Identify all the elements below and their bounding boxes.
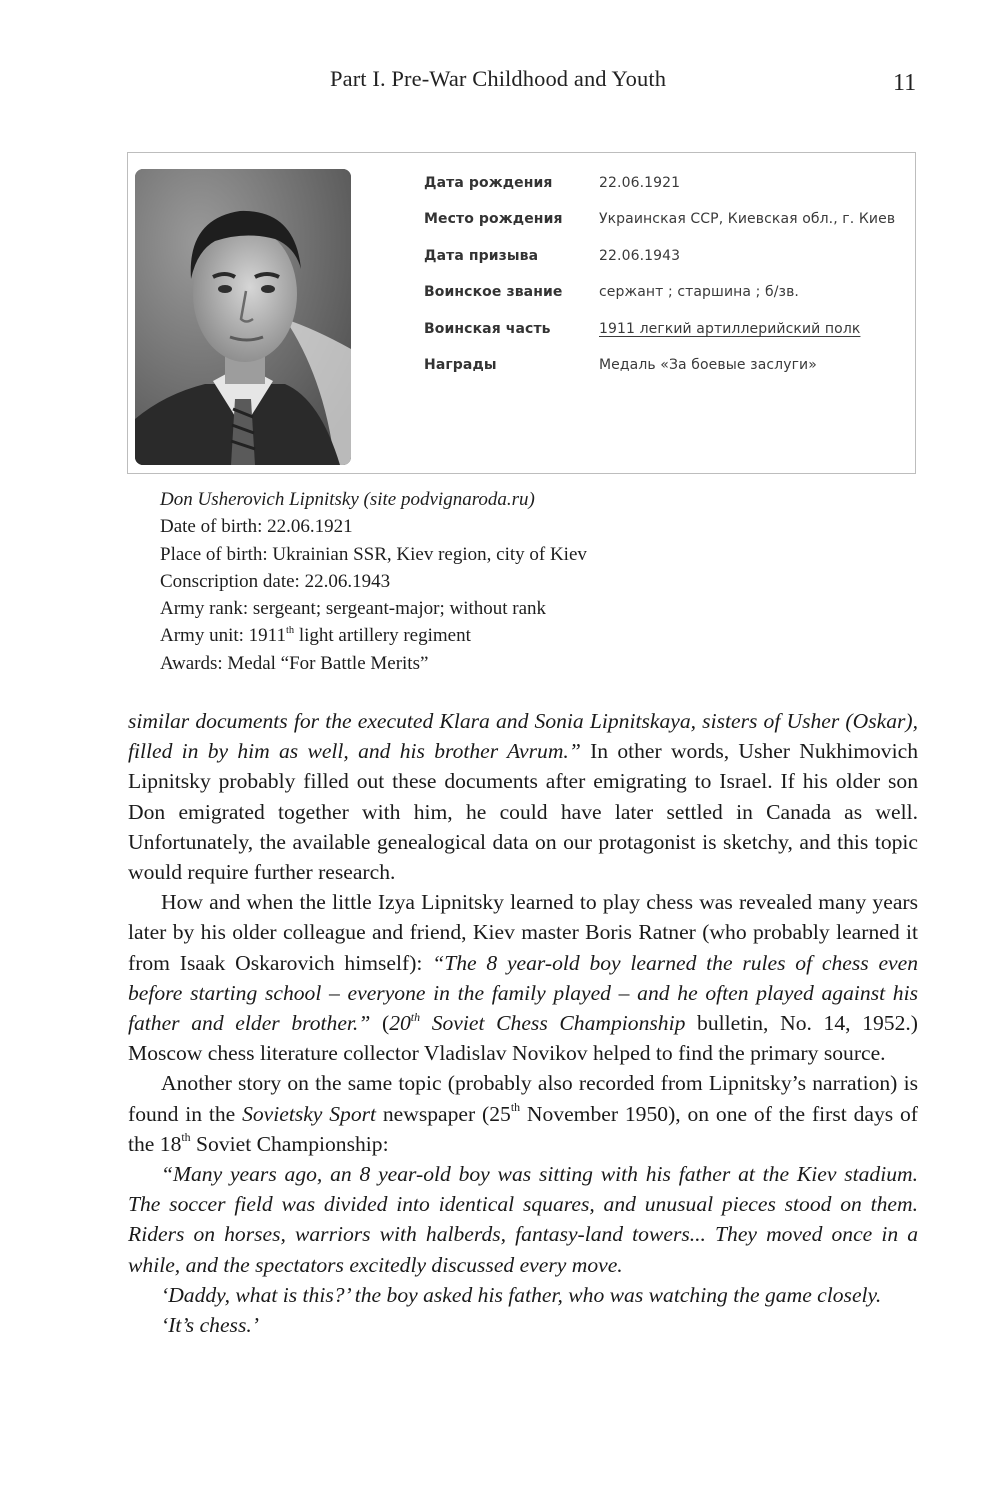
text-run: How and when the little Izya Lipnitsky learned to play chess was revealed many years later by his older colleague and friend, Kiev master Boris Ratner (who probably learned it from Isaak Oskarovich himself): (128, 890, 918, 975)
photo-caption (160, 486, 920, 677)
ordinal-suffix: th (181, 1130, 191, 1145)
running-head: Part I. Pre-War Childhood and Youth (330, 66, 667, 91)
italic-quote: “The 8 year-old boy learned the rules of chess even before starting school – everyone in the family played – and he often played against his father and elder brother.” (128, 950, 918, 1036)
field-label: Место рождения (424, 211, 563, 228)
field-row-birth-place (424, 209, 904, 245)
ordinal-suffix: th (510, 1100, 521, 1115)
italic-quote: similar documents for the executed Klara and Sonia Lipnitskaya, sisters of Usher (Oskar), filled in by him as well, and his brother Avrum.” (128, 709, 918, 764)
text-run: bulletin, No. 14, 1952.) Moscow chess literature collector Vladislav Novikov helped to find the primary source. (128, 1011, 918, 1066)
text-run: Another story on the same topic (probably also recorded from Lipnitsky’s narration) is found in the (128, 1071, 918, 1126)
portrait-illustration (135, 169, 351, 465)
unit-link[interactable]: 1911 легкий артиллерийский полк (599, 320, 861, 337)
caption-line: Date of birth: 22.06.1921 (160, 516, 353, 538)
field-value: 22.06.1921 (599, 175, 681, 191)
quoted-paragraph: ‘It’s chess.’ (161, 1313, 259, 1338)
field-label: Воинское звание (424, 284, 563, 301)
field-row-conscription-date (424, 246, 904, 282)
page-number: 11 (893, 70, 917, 96)
field-label: Дата рождения (424, 175, 553, 191)
record-fields (424, 173, 904, 391)
quoted-paragraph: “Many years ago, an 8 year-old boy was sitting with his father at the Kiev stadium. The soccer field was divided into identical squares, and unusual pieces stood on them. Riders on horses, warriors with halberds, fantasy-land towers... They moved once in a while, and the spectators excitedly discussed every move. (128, 1162, 918, 1277)
field-label: Воинская часть (424, 320, 551, 337)
caption-line (160, 622, 920, 649)
text-run: In other words, Usher Nukhimovich Lipnitsky probably filled out these documents after emigrating to Israel. If his older son Don emigrated together with him, he could have later settled in Canada as well. Unfortunately, the available genealogical data on our protagonist is sketchy, and this topic would require further research. (128, 739, 918, 885)
field-label: Дата призыва (424, 247, 539, 264)
caption-text: light artillery regiment (294, 625, 471, 647)
field-row-awards (424, 355, 904, 391)
page-header (0, 66, 1000, 102)
paragraph (128, 1068, 918, 1159)
paragraph (128, 887, 918, 1068)
field-value: Украинская ССР, Киевская обл., г. Киев (599, 211, 896, 228)
field-row-rank (424, 282, 904, 318)
caption-text: Army unit: 1911 (160, 625, 286, 647)
caption-line: Army rank: sergeant; sergeant-major; without rank (160, 598, 547, 620)
field-value: Медаль «За боевые заслуги» (599, 356, 817, 373)
text-run: Soviet Championship: (190, 1131, 389, 1156)
ordinal-suffix: th (410, 1009, 421, 1024)
field-label: Награды (424, 356, 497, 373)
paragraph (128, 706, 918, 887)
text-run: newspaper (25 (376, 1101, 511, 1126)
ordinal-number: 20 (389, 1011, 411, 1036)
field-row-birth-date (424, 173, 904, 209)
caption-line: Awards: Medal “For Battle Merits” (160, 652, 429, 674)
field-value: 22.06.1943 (599, 247, 681, 264)
quoted-paragraph: ‘Daddy, what is this?’ the boy asked his father, who was watching the game closely. (161, 1282, 882, 1307)
caption-line: Place of birth: Ukrainian SSR, Kiev region, city of Kiev (160, 543, 587, 565)
newspaper-title: Sovietsky Sport (242, 1101, 377, 1126)
bulletin-title (389, 1011, 685, 1035)
title-text: Soviet Chess Championship (420, 1011, 686, 1036)
text-run: ( (370, 1011, 390, 1036)
portrait-photo (135, 169, 351, 465)
text-run: November 1950), on one of the first days of the 18 (128, 1101, 918, 1156)
caption-title: Don Usherovich Lipnitsky (site podvignaroda.ru) (160, 489, 535, 510)
soldier-record-card (127, 152, 916, 474)
field-row-unit (424, 319, 904, 355)
ordinal-suffix: th (285, 625, 295, 637)
body-text (128, 706, 918, 1340)
caption-line: Conscription date: 22.06.1943 (160, 570, 391, 592)
field-value: сержант ; старшина ; б/зв. (599, 284, 799, 301)
